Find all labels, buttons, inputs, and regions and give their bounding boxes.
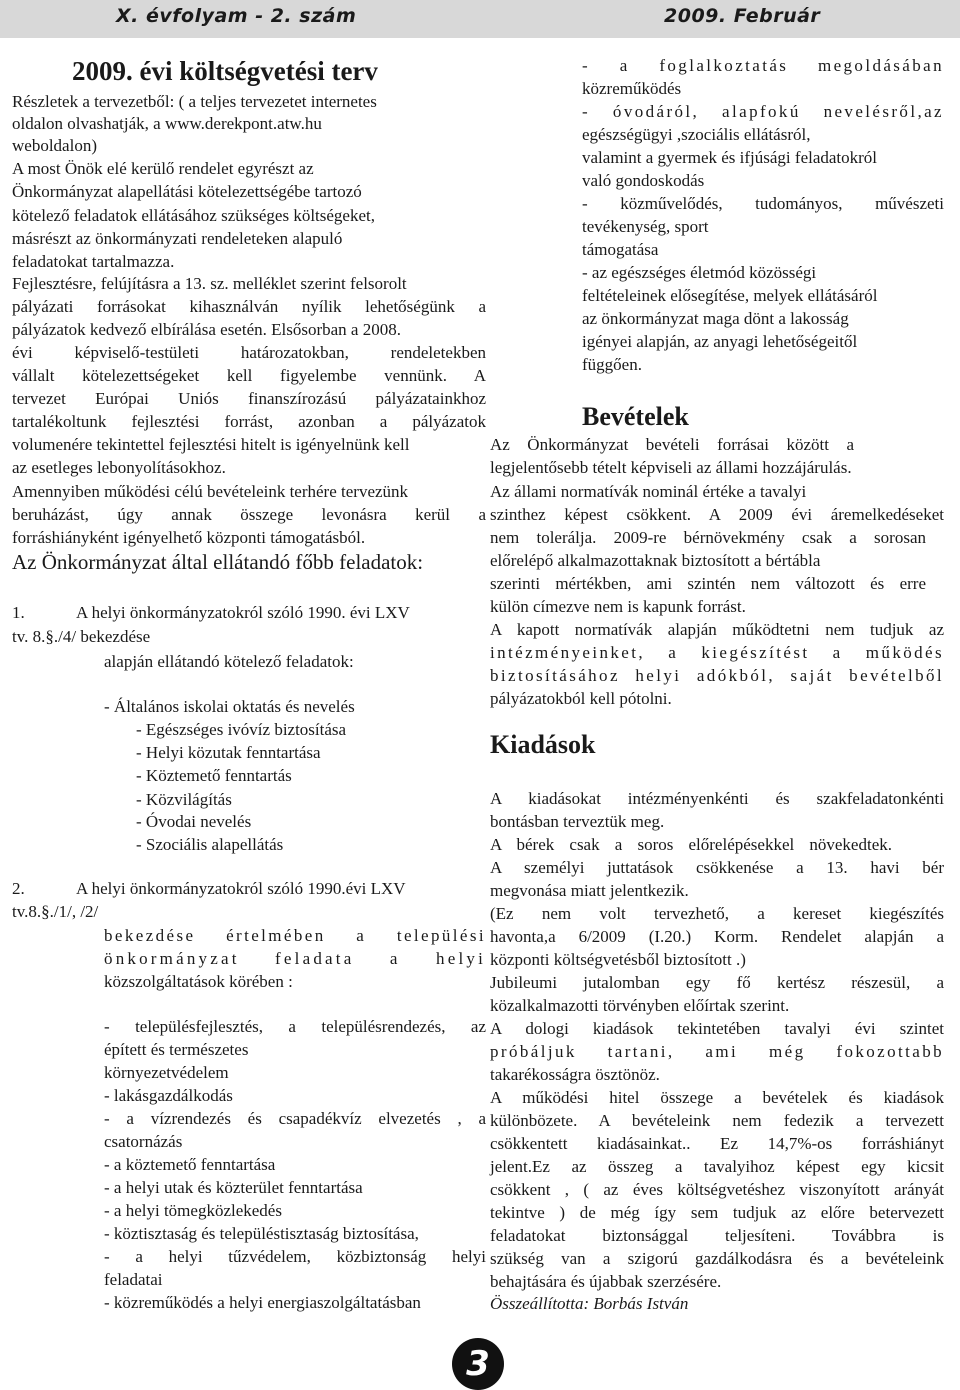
paragraph-line: évi képviselő-testületi határozatokban, rendeletekben — [12, 343, 486, 362]
list-item: - Egészséges ivóvíz biztosítása — [136, 720, 347, 739]
paragraph-line: feltételeinek elősegítése, melyek ellátásáról — [582, 286, 878, 305]
article-title: 2009. évi költségvetési terv — [72, 56, 378, 86]
list-item: - Általános iskolai oktatás és nevelés — [104, 697, 355, 716]
paragraph-line: biztosításához helyi adókból, saját bevételből — [490, 666, 944, 685]
paragraph-line: központi költségvetésből biztosított .) — [490, 950, 746, 969]
paragraph-line: közreműködés — [582, 79, 682, 98]
list-item: - a helyi utak és közterület fenntartása — [104, 1178, 363, 1197]
paragraph-line: csökkent , ( az éves költségvetéshez viszonyított arányát — [490, 1180, 944, 1199]
paragraph-line: A személyi juttatások csökkenése a 13. havi bér — [490, 858, 944, 877]
paragraph-line: próbáljuk tartani, ami még fokozottabb — [490, 1042, 944, 1061]
section-number: 2. — [12, 879, 25, 898]
list-item: - köztisztaság és településtisztaság biztosítása, — [104, 1224, 419, 1243]
paragraph-line: tekintve ) de még így sem tudjuk az előre betervezett — [490, 1203, 944, 1222]
section-line: bekezdése értelmében a települési — [104, 926, 486, 945]
list-item: - a köztemető fenntartása — [104, 1155, 276, 1174]
paragraph-line: tartalékoltunk fejlesztési forrást, azonban a pályázatok — [12, 412, 486, 431]
paragraph-line: (Ez nem volt tervezhető, a kereset kiegészítés — [490, 904, 944, 923]
paragraph-line: A kapott normatívák alapján működtetni nem tudjuk az — [490, 620, 944, 639]
paragraph-line: A most Önök elé kerülő rendelet egyrészt az — [12, 159, 314, 178]
paragraph-line: - közművelődés, tudományos, művészeti — [582, 194, 944, 213]
list-item: épített és természetes — [104, 1040, 249, 1059]
list-item: - lakásgazdálkodás — [104, 1086, 233, 1105]
paragraph-line: Az állami normatívák nominál értéke a tavalyi — [490, 482, 807, 501]
paragraph-line: szükség van a szigorú gazdálkodásra és a bevételeink — [490, 1249, 944, 1268]
paragraph-line: intézményeinket, a kiegészítést a működés — [490, 643, 944, 662]
paragraph-line: Az Önkormányzat bevételi forrásai között a — [490, 435, 854, 454]
paragraph-line: - a foglalkoztatás megoldásában — [582, 56, 944, 75]
section-line: A helyi önkormányzatokról szóló 1990. évi LXV — [76, 603, 410, 622]
section-line: önkormányzat feladata a helyi — [104, 949, 486, 968]
paragraph-line: havonta,a 6/2009 (I.20.) Korm. Rendelet alapján a — [490, 927, 944, 946]
paragraph-line: oldalon olvashatják, a www.derekpont.atw.hu — [12, 114, 322, 133]
paragraph-line: külön címezve nem is kapunk forrást. — [490, 597, 746, 616]
paragraph-line: - az egészséges életmód közösségi — [582, 263, 817, 282]
paragraph-line: Önkormányzat alapellátási kötelezettségébe tartozó — [12, 182, 362, 201]
paragraph-line: vállalt kötelezettségeket kell figyelembe vennünk. A — [12, 366, 486, 385]
paragraph-line: különbözete. A bevételeink nem fedezik a tervezett — [490, 1111, 944, 1130]
paragraph-line: támogatása — [582, 240, 659, 259]
paragraph-line: feladatokat tartalmazza. — [12, 252, 175, 271]
author-credit: Összeállította: Borbás István — [490, 1294, 689, 1313]
list-item: - Óvodai nevelés — [136, 812, 252, 831]
tasks-heading: Az Önkormányzat által ellátandó főbb feladatok: — [12, 550, 424, 574]
paragraph-line: - óvodáról, alapfokú nevelésről,az — [582, 102, 944, 121]
list-item: - közreműködés a helyi energiaszolgáltatásban — [104, 1293, 421, 1312]
issue-date: 2009. Február — [664, 5, 821, 27]
list-item: - Köztemető fenntartás — [136, 766, 292, 785]
list-item: - településfejlesztés, a településrendezés, az — [104, 1017, 486, 1036]
list-item: - a helyi tűzvédelem, közbiztonság helyi — [104, 1247, 486, 1266]
paragraph-line: pályázatokból kell pótolni. — [490, 689, 672, 708]
paragraph-line: jelent.Ez az összeg a tavalyihoz képest egy kicsit — [490, 1157, 944, 1176]
paragraph-line: legjelentősebb tételt képviseli az állami hozzájárulás. — [490, 458, 852, 477]
section-number: 1. — [12, 603, 25, 622]
list-item: feladatai — [104, 1270, 163, 1289]
paragraph-line: valamint a gyermek és ifjúsági feladatokról — [582, 148, 878, 167]
section-line: alapján ellátandó kötelező feladatok: — [104, 652, 354, 671]
list-item: környezetvédelem — [104, 1063, 229, 1082]
section-line: A helyi önkormányzatokról szóló 1990.évi LXV — [76, 879, 406, 898]
list-item: - Közvilágítás — [136, 790, 232, 809]
paragraph-line: való gondoskodás — [582, 171, 705, 190]
paragraph-line: A dologi kiadások tekintetében tavalyi évi szintet — [490, 1019, 944, 1038]
paragraph-line: szinthez képest csökkent. A 2009 évi áremelkedéseket — [490, 505, 944, 524]
paragraph-line: A bérek csak a soros előrelépésekkel növekedtek. — [490, 835, 892, 854]
list-item: csatornázás — [104, 1132, 183, 1151]
paragraph-line: beruházást, úgy annak összege levonásra kerül a — [12, 505, 486, 524]
income-heading: Bevételek — [582, 402, 689, 431]
paragraph-line: feladatokat biztonsággal teljesíteni. Továbbra is — [490, 1226, 944, 1245]
page-number: 3 — [466, 1344, 490, 1384]
list-item: - a helyi tömegközlekedés — [104, 1201, 282, 1220]
paragraph-line: forráshiányként igényelhető központi támogatásból. — [12, 528, 366, 547]
issue-label: X. évfolyam - 2. szám — [116, 5, 357, 27]
paragraph-line: csökkentett kiadásainkat.. Ez 14,7%-os forráshiányt — [490, 1134, 944, 1153]
paragraph-line: az esetleges lebonyolításokhoz. — [12, 458, 226, 477]
paragraph-line: pályázatok kedvező elbírálása esetén. Elsősorban a 2008. — [12, 320, 401, 339]
paragraph-line: másrészt az önkormányzati rendeleteken alapuló — [12, 229, 343, 248]
paragraph-line: Fejlesztésre, felújításra a 13. sz. melléklet szerint felsorolt — [12, 274, 407, 293]
paragraph-line: függően. — [582, 355, 642, 374]
paragraph-line: pályázati forrásokat kihasználván nyílik lehetőségünk a — [12, 297, 486, 316]
paragraph-line: igényei alapján, az anyagi lehetőségeitől — [582, 332, 858, 351]
paragraph-line: A kiadásokat intézményenkénti és szakfeladatonkénti — [490, 789, 944, 808]
paragraph-line: tervezet Európai Uniós finanszírozású pályázatainkhoz — [12, 389, 486, 408]
paragraph-line: bontásban terveztük meg. — [490, 812, 665, 831]
paragraph-line: szerinti mértékben, ami szintén nem változott és erre — [490, 574, 926, 593]
section-line: tv. 8.§./4/ bekezdése — [12, 627, 151, 646]
page-header — [0, 0, 960, 38]
paragraph-line: A működési hitel összege a bevételek és kiadások — [490, 1088, 944, 1107]
expense-heading: Kiadások — [490, 730, 596, 759]
paragraph-line: Jubileumi jutalomban egy fő kertész részesül, a — [490, 973, 944, 992]
paragraph-line: weboldalon) — [12, 136, 97, 155]
paragraph-line: behajtására és újabbak szerzésére. — [490, 1272, 722, 1291]
paragraph-line: tevékenység, sport — [582, 217, 709, 236]
paragraph-line: megvonása miatt jelentkezik. — [490, 881, 689, 900]
paragraph-line: az önkormányzat maga dönt a lakosság — [582, 309, 849, 328]
paragraph-line: közalkalmazotti törvényben előírtak szerint. — [490, 996, 790, 1015]
section-line: tv.8.§./1/, /2/ — [12, 902, 99, 921]
paragraph-line: egészségügyi ,szociális ellátásról, — [582, 125, 811, 144]
section-line: közszolgáltatások körében : — [104, 972, 293, 991]
paragraph-line: nem tolerálja. 2009-re bérnövekmény csak a sorosan — [490, 528, 926, 547]
list-item: - a vízrendezés és csapadékvíz elvezetés , a — [104, 1109, 486, 1128]
paragraph-line: volumenére tekintettel fejlesztési hitelt is igényelnünk kell — [12, 435, 410, 454]
paragraph-line: előrelépő alkalmazottaknak biztosított a bértábla — [490, 551, 821, 570]
page-number-badge — [452, 1338, 504, 1390]
list-item: - Szociális alapellátás — [136, 835, 284, 854]
paragraph-line: Amennyiben működési célú bevételeink terhére tervezünk — [12, 482, 409, 501]
paragraph-line: Részletek a tervezetből: ( a teljes tervezetet internetes — [12, 92, 377, 111]
paragraph-line: kötelező feladatok ellátásához szükséges költségeket, — [12, 206, 375, 225]
list-item: - Helyi közutak fenntartása — [136, 743, 321, 762]
paragraph-line: takarékosságra ösztönöz. — [490, 1065, 660, 1084]
